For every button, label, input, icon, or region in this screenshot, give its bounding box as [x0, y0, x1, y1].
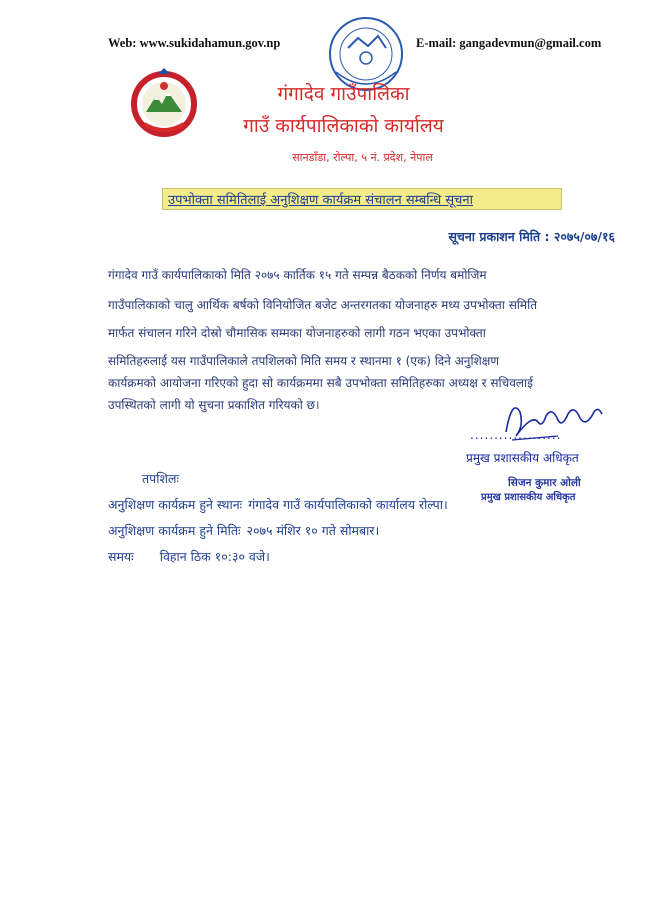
office-name-line2: गाउँ कार्यपालिकाको कार्यालय — [243, 115, 444, 137]
body-line: कार्यक्रमको आयोजना गरिएको हुदा सो कार्यक्रममा सबै उपभोक्ता समितिहरुका अध्यक्ष र सचिवलाई — [108, 376, 534, 390]
body-line: समितिहरुलाई यस गाउँपालिकाले तपशिलको मिति समय र स्थानमा १ (एक) दिने अनुशिक्षण — [108, 354, 500, 368]
office-address: सानडाँडा, रोल्पा, ५ नं. प्रदेश, नेपाल — [292, 151, 433, 164]
body-line: गाउँपालिकाको चालु आर्थिक बर्षको विनियोजित बजेट अन्तरगतका योजनाहरु मध्य उपभोक्ता समिति — [108, 298, 538, 312]
email-address: E-mail: gangadevmun@gmail.com — [416, 36, 602, 50]
notice-subject: उपभोक्ता समितिलाई अनुशिक्षण कार्यक्रम संचालन सम्बन्धि सूचना — [168, 193, 474, 208]
signature-line: ................... — [470, 428, 562, 442]
publication-date: सूचना प्रकाशन मिति : २०७५/०७/१६ — [448, 229, 615, 244]
date-label: अनुशिक्षण कार्यक्रम हुने मितिः — [108, 523, 241, 538]
office-name-line1: गंगादेव गाउँपालिका — [277, 83, 410, 105]
time-value: विहान ठिक १०:३० वजे। — [159, 549, 270, 564]
venue-label: अनुशिक्षण कार्यक्रम हुने स्थानः — [108, 497, 243, 512]
details-heading: तपशिलः — [142, 471, 179, 486]
venue-value: गंगादेव गाउँ कार्यपालिकाको कार्यालय रोल्पा। — [248, 497, 448, 512]
body-line: उपस्थितको लागी यो सुचना प्रकाशित गरियको छ। — [108, 398, 320, 412]
website-address: Web: www.sukidahamun.gov.np — [108, 36, 281, 50]
officer-title: प्रमुख प्रशासकीय अधिकृत — [466, 451, 579, 465]
officer-designation-stamp: प्रमुख प्रशासकीय अधिकृत — [481, 492, 576, 503]
body-line: मार्फत संचालन गरिने दोस्रो चौमासिक सम्मका योजनाहरुको लागी गठन भएका उपभोक्ता — [108, 326, 486, 340]
officer-name-stamp: सिजन कुमार ओली — [508, 477, 581, 489]
time-row — [108, 548, 270, 565]
date-value: २०७५ मंशिर १० गते सोमबार। — [246, 523, 380, 538]
venue-row — [108, 496, 448, 513]
body-line: गंगादेव गाउँ कार्यपालिकाको मिति २०७५ कार्तिक १५ गते सम्पन्न बैठकको निर्णय बमोजिम — [108, 268, 487, 282]
time-label: समयः — [108, 549, 134, 564]
date-row — [108, 522, 379, 539]
